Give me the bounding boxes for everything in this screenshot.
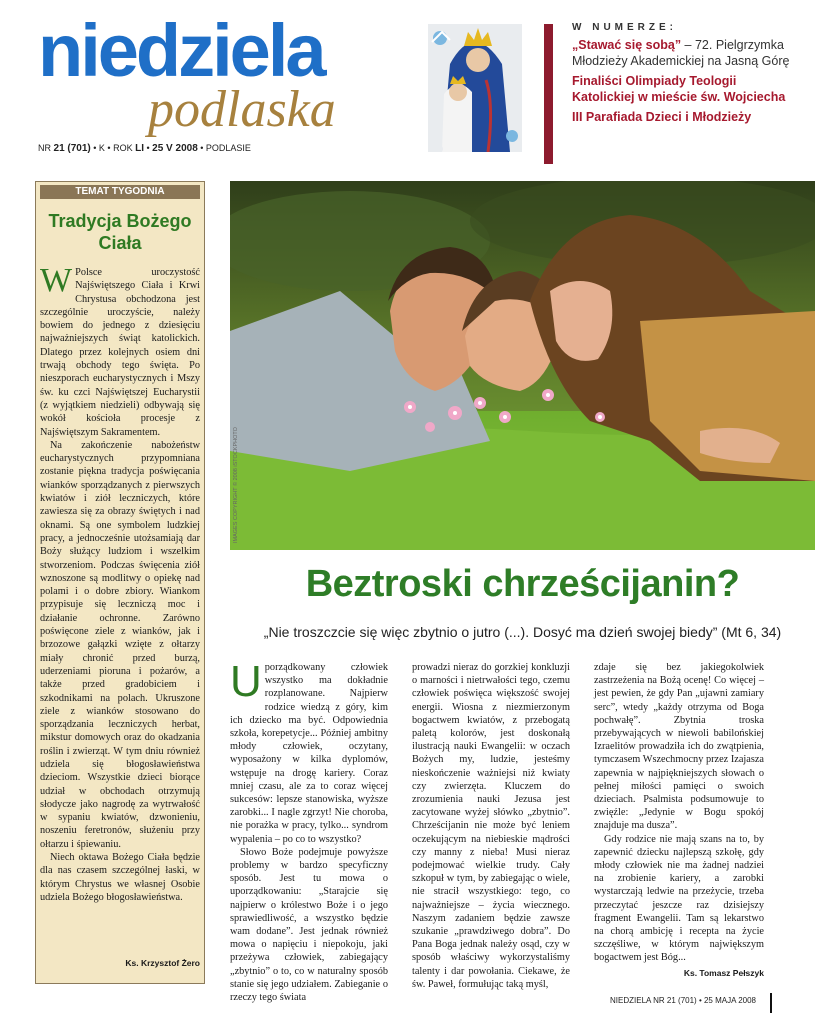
in-issue-item-bold: „Stawać się sobą” — [572, 38, 682, 52]
issue-number: 21 (701) — [53, 143, 91, 154]
sidebar-body — [40, 262, 200, 904]
article-quote: „Nie troszczcie się więc zbytnio o jutro (...). Dosyć ma dzień swojej biedy” (Mt 6, 34) — [263, 624, 782, 640]
in-issue-accent-bar — [544, 24, 553, 164]
article-column-1 — [230, 657, 388, 1004]
issue-year-label: ROK — [113, 143, 133, 153]
article-paragraph: Gdy rodzice nie mają szans na to, by zapewnić dziecku najlepszą szkołę, gdy młody człowiek nie ma żadnej nadziei na zrobienie kariery, a zarobki wystarczają ledwie na przeżycie, trzeba przeczytać jeszcze raz dzisiejszy fragment Ewangelii. Tam są lekarstwo na chorą ambicję i recepta na życie szczęśliwe, w którym największym bogactwem jest Bóg... — [594, 833, 764, 964]
article-column-3 — [594, 661, 764, 965]
issue-date: 25 V 2008 — [152, 143, 198, 154]
issue-year: LI — [135, 143, 144, 154]
sidebar-author: Ks. Krzysztof Żero — [125, 958, 200, 968]
issue-sep2: • — [144, 143, 153, 153]
in-issue-item[interactable] — [572, 109, 802, 125]
in-issue-item[interactable] — [572, 37, 802, 69]
article-paragraph-text: porządkowany człowiek wszystko ma dokładnie rozplanowane. Najpierw rodzice wiedzą z góry, kim ich dziecko ma być. Odpowiednia szkoła, korepetycje... Później ambitny młody człowiek, oczytany, wyposażony w kilka dyplomów, wstępuje na drogę kariery. Coraz mniej czasu, ale za to coraz więcej sukcesów: lepsze stanowiska, wyższe zarobki... I nagle zgrzyt! Nie choroba, nie porażka w pracy, tylko... syndrom wypalenia – po co to wszystko? — [230, 662, 388, 845]
in-issue-item-bold: III Parafiada Dzieci i Młodzieży — [572, 110, 752, 124]
article-paragraph: prowadzi nieraz do gorzkiej konkluzji o marności i nietrwałości tego, czemu człowiek poświęca większość swojej energii. Wiosna z niezmierzonym bogactwem kwiatów, z przebogatą paletą kolorów, jest doskonałą ilustracją nauki Ewangelii: w oczach Bożych my, ludzie, jesteśmy nieskończenie ważniejsi niż kwiaty czy zwierzęta. Kluczem do zrozumienia nauki Jezusa jest zacytowane wyżej słówko „zbytnio”. Chrześcijanin nie może być leniem oczekującym na niebieskie mądrości czy manny z nieba! Musi nieraz podejmować wielkie trudy. Cały szkopuł w tym, by zabiegając o wiele, nie stracił wszystkiego: tego, co najważniejsze – życia wiecznego. Naszym zadaniem będzie zawsze szukanie „prawdziwego dobra”. Do Pana Boga jednak należy osąd, czy w sposób właściwy wykorzystaliśmy talenty i dar powołania. Ciekawe, że św. Paweł, formułując taką myśl, — [412, 662, 570, 990]
sidebar-label: TEMAT TYGODNIA — [40, 185, 200, 199]
article-dropcap: U — [230, 657, 262, 706]
masthead-title: niedziela — [38, 9, 324, 92]
article-author: Ks. Tomasz Pełszyk — [683, 968, 764, 978]
article-paragraph: Słowo Boże podejmuje powyższe problemy w bardzo specyficzny sposób. Jest tu mowa o uporządkowaniu: „Starajcie się najpierw o królestwo Boże i o jego sprawiedliwość, a wszystko będzie wam dodane”. Jest jednak również mowa o napięciu i niepokoju, jaki przeżywa człowiek, zabiegający „zbytnio” o to, co w naturalny sposób stanie się jego udziałem. Zabieganie o rzeczy tego świata — [230, 846, 388, 1004]
article-headline: Beztroski chrześcijanin? — [305, 563, 740, 605]
article-paragraph: zdaje się bez jakiegokolwiek zastrzeżenia na Bożą ocenę! Co więcej – jest pewien, że gdy Pan „ujawni zamiary serc”, wtedy „każdy otrzyma od Boga pochwałę”. Zbytnia troska przebywających w niewoli babilońskiej Izraelitów prowadziła ich do zwątpienia, tymczasem Wszechmocny przez Izajasza zapewnia w najpiękniejszych słowach o pełnej miłości pamięci o swoich dzieciach. Psalmista podsumowuje to zwięźle: „Jedynie w Bogu spokój znajduje ma dusza”. — [594, 662, 764, 832]
in-issue-item-bold: Finaliści Olimpiady Teologii Katolickiej w mieście św. Wojciecha — [572, 74, 786, 104]
family-photo — [230, 181, 815, 550]
sidebar-paragraph: Na zakończenie nabożeństw eucharystycznych przypomniana zostanie piękna tradycja poświęcania wianków sporządzanych z pierwszych kwiatów i ziół leczniczych, które zawiesza się za obrazy świętych i nad oknami. Są one symbolem ludzkiej pracy, a jednocześnie utożsamiają dar Boży służący ludziom i wszelkim stworzeniom. Podczas święcenia ziół wznoszone są modlitwy o opiekę nad polami i o dobre zbiory. Wiankom przypisuje się leczniczą moc i działanie ochronne. Zarówno poświęcone ziele z wianków, jak i brzozowe gałązki wzięte z ołtarzy miały chronić przed burzą, uderzeniami pioruna i pożarów, a także przed gradobiciem i szkodnikami na polach. Ukruszone ziele z wianków stosowano do sporządzania leczniczych herbat, mikstur domowych oraz do okadzania roślin i zwierząt. W tym dniu również udziela się błogosławieństwa dzieciom. Wszystkie dzieci biorące udział w obchodach otrzymują słodycze jako nagrodę za wytrwałość w sypaniu kwiatów, dzwonieniu, noszeniu feretronów, służeniu przy ołtarzu i śpiewaniu. — [40, 439, 200, 850]
footer-divider — [770, 993, 772, 1013]
issue-region: • PODLASIE — [197, 143, 251, 153]
madonna-icon-image — [428, 24, 522, 152]
page-footer: NIEDZIELA NR 21 (701) • 25 MAJA 2008 — [610, 996, 756, 1005]
masthead-subtitle: podlaska — [148, 81, 336, 138]
in-issue-item[interactable] — [572, 73, 802, 105]
sidebar-paragraph — [40, 262, 200, 439]
article-paragraph — [230, 657, 388, 846]
issue-line — [38, 143, 251, 154]
sidebar-paragraph-text: Polsce uroczystość Najświętszego Ciała i Krwi Chrystusa obchodzona jest szczególnie uroczyście, należy bowiem do jednego z dziesięciu najważniejszych świąt katolickich. Dlatego przez kolejnych osiem dni trwają obchody tego święta. Po nieszporach eucharystycznych i Mszy św. ku czci Najświętszej Eucharystii (z wyjątkiem niedzieli) odbywają się wokół kościoła procesje z Najświętszym Sakramentem. — [40, 267, 200, 438]
sidebar-title: Tradycja Bożego Ciała — [48, 211, 192, 253]
issue-sep1: • K • — [90, 143, 114, 153]
in-issue-item-rest: – 72. Pielgrzymka Młodzieży Akademickiej na Jasną Górę — [572, 38, 790, 68]
sidebar-paragraph: Niech oktawa Bożego Ciała będzie dla nas czasem szczególnej łaski, w którym Chrystus we własnej Osobie udziela Bożego błogosławieństwa. — [40, 852, 200, 903]
photo-credit-text: IMAGES COPYRIGHT © 2008 iSTOCKPHOTO — [233, 427, 239, 543]
article-column-2 — [412, 661, 570, 991]
in-issue-box — [572, 22, 802, 129]
sidebar-dropcap: W — [40, 262, 73, 299]
issue-nr-label: NR — [38, 143, 51, 153]
photo-credit — [230, 427, 240, 549]
in-issue-header: W NUMERZE: — [572, 22, 677, 33]
